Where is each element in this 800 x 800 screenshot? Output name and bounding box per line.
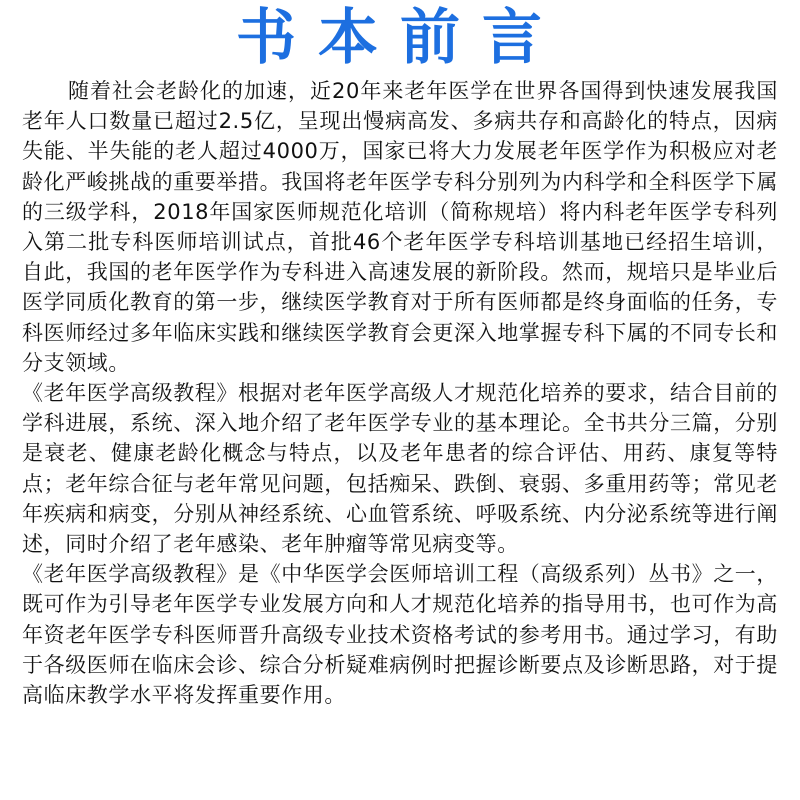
page-title: 书本前言 [236, 3, 564, 73]
paragraph-2: 《老年医学高级教程》根据对老年医学高级人才规范化培养的要求，结合目前的学科进展，系统、深入地介绍了老年医学专业的基本理论。全书共分三篇，分别是衰老、健康老龄化概念与特点，以及老年患者的综合评估、用药、康复等特点；老年综合征与老年常见问题，包括痴呆、跌倒、衰弱、多重用药等；常见老年疾病和病变，分别从神经系统、心血管系统、呼吸系统、内分泌系统等进行阐述，同时介绍了老年感染、老年肿瘤等常见病变等。 [22, 381, 778, 557]
paragraph-3: 《老年医学高级教程》是《中华医学会医师培训工程（高级系列）丛书》之一，既可作为引导老年医学专业发展方向和人才规范化培养的指导用书，也可作为高年资老年医学专科医师晋升高级专业技术资格考试的参考用书。通过学习，有助于各级医师在临床会诊、综合分析疑难病例时把握诊断要点及诊断思路，对于提高临床教学水平将发挥重要作用。 [22, 562, 778, 708]
paragraph-1: 随着社会老龄化的加速，近20年来老年医学在世界各国得到快速发展我国老年人口数量已超过2.5亿，呈现出慢病高发、多病共存和高龄化的特点，因病失能、半失能的老人超过4000万，国家已将大力发展老年医学作为积极应对老龄化严峻挑战的重要举措。我国将老年医学专科分别列为内科学和全科医学下属的三级学科，2018年国家医师规范化培训（简称规培）将内科老年医学专科列入第二批专科医师培训试点，首批46个老年医学专科培训基地已经招生培训，自此，我国的老年医学作为专科进入高速发展的新阶段。然而，规培只是毕业后医学同质化教育的第一步，继续医学教育对于所有医师都是终身面临的任务，专科医师经过多年临床实践和继续医学教育会更深入地掌握专科下属的不同专长和分支领域。 [22, 79, 778, 375]
